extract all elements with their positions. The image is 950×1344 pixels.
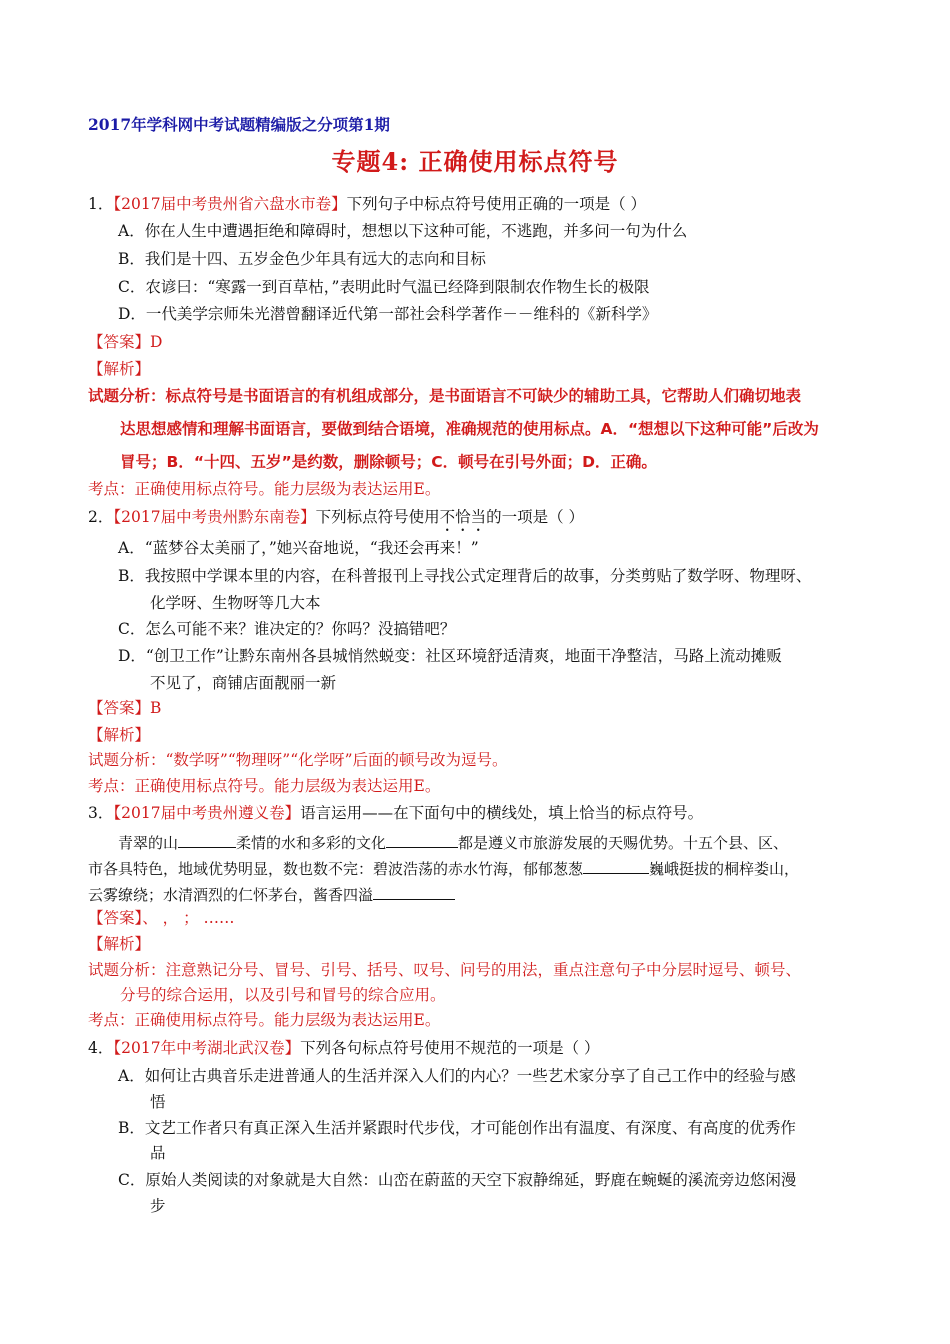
analysis-label: 【解析】 <box>88 360 151 378</box>
question-number: 3． <box>88 804 114 822</box>
analysis-text: 试题分析：标点符号是书面语言的有机组成部分，是书面语言不可缺少的辅助工具，它帮助人们确切地表 <box>88 387 802 405</box>
analysis-text: 达思想感情和理解书面语言，要做到结合语境，准确规范的使用标点。A．“想想以下这种可能”后改为 <box>120 420 819 438</box>
question-stem: 下列各句标点符号使用不规范的一项是（ ） <box>300 1039 600 1057</box>
option-b-continued: 化学呀、生物呀等几大本 <box>150 594 321 612</box>
option-d: D．“创卫工作”让黔东南州各县城悄然蜕变：社区环境舒适清爽，地面干净整洁，马路上流动摊贩 <box>118 647 782 665</box>
fill-blank[interactable] <box>583 857 649 874</box>
question-stem: 语言运用——在下面句中的横线处，填上恰当的标点符号。 <box>300 804 704 822</box>
option-c: C．农谚曰：“寒露一到百草枯，”表明此时气温已经降到限制农作物生长的极限 <box>118 278 650 296</box>
option-a: A．“蓝梦谷太美丽了，”她兴奋地说，“我还会再来！” <box>118 539 479 557</box>
kaodian-text: 考点：正确使用标点符号。能力层级为表达运用E。 <box>88 777 441 795</box>
page-title: 专题4: 正确使用标点符号 <box>331 147 619 176</box>
question-source: 【2017届中考贵州遵义卷】 <box>113 804 301 822</box>
option-c: C．原始人类阅读的对象就是大自然：山峦在蔚蓝的天空下寂静绵延，野鹿在蜿蜒的溪流旁边悠闲漫 <box>118 1171 797 1189</box>
fill-blank[interactable] <box>178 831 236 848</box>
series-header: 2017年学科网中考试题精编版之分项第1期 <box>88 115 390 134</box>
option-c: C．怎么可能不来？谁决定的？你吗？没搞错吧？ <box>118 620 456 638</box>
question-3 <box>88 802 703 824</box>
question-source: 【2017年中考湖北武汉卷】 <box>113 1039 301 1057</box>
analysis-label: 【解析】 <box>88 935 151 953</box>
passage-line: 市各具特色，地域优势明显，数也数不完：碧波浩荡的赤水竹海，郁郁葱葱 巍峨挺拔的桐梓娄山， <box>88 857 799 880</box>
fill-blank[interactable] <box>373 883 455 900</box>
option-b: B．我们是十四、五岁金色少年具有远大的志向和目标 <box>118 250 486 268</box>
answer-label: 【答案】D <box>88 333 163 351</box>
passage-line: 云雾缭绕；水清酒烈的仁怀茅台，酱香四溢 <box>88 883 455 906</box>
question-stem: 下列标点符号使用 <box>315 508 440 526</box>
question-number: 2． <box>88 508 114 526</box>
option-a: A．如何让古典音乐走进普通人的生活并深入人们的内心？一些艺术家分享了自己工作中的经验与感 <box>118 1067 796 1085</box>
question-source: 【2017届中考贵州省六盘水市卷】 <box>113 195 347 213</box>
kaodian-text: 考点：正确使用标点符号。能力层级为表达运用E。 <box>88 1011 441 1029</box>
option-b: B．我按照中学课本里的内容，在科普报刊上寻找公式定理背后的故事，分类剪贴了数学呀、物理呀、 <box>118 567 812 585</box>
question-stem: 的一项是（ ） <box>486 508 585 526</box>
option-d: D．一代美学宗师朱光潜曾翻译近代第一部社会科学著作－－维科的《新科学》 <box>118 305 658 323</box>
analysis-text: 冒号；B．“十四、五岁”是约数，删除顿号；C．顿号在引号外面；D．正确。 <box>120 453 657 471</box>
fill-blank[interactable] <box>386 831 458 848</box>
analysis-text: 试题分析：“数学呀”“物理呀”“化学呀”后面的顿号改为逗号。 <box>88 751 508 769</box>
option-a: A．你在人生中遭遇拒绝和障碍时，想想以下这种可能，不逃跑，并多问一句为什么 <box>118 222 688 240</box>
question-stem: 下列句子中标点符号使用正确的一项是（ ） <box>346 195 647 213</box>
option-b-continued: 品 <box>150 1144 166 1162</box>
analysis-label: 【解析】 <box>88 726 151 744</box>
passage-line: 青翠的山 柔情的水和多彩的文化 都是遵义市旅游发展的天赐优势。十五个县、区、 <box>118 831 788 854</box>
answer-label: 【答案】、 ， ； …… <box>88 909 235 927</box>
analysis-text: 分号的综合运用，以及引号和冒号的综合应用。 <box>120 986 446 1004</box>
question-4 <box>88 1037 600 1059</box>
answer-label: 【答案】B <box>88 699 162 717</box>
question-1 <box>88 193 646 215</box>
option-a-continued: 悟 <box>150 1093 166 1111</box>
emphasized-word: 不恰当 <box>439 508 487 526</box>
question-number: 4． <box>88 1039 114 1057</box>
analysis-text: 试题分析：注意熟记分号、冒号、引号、括号、叹号、问号的用法，重点注意句子中分层时逗号、顿号、 <box>88 961 802 979</box>
question-source: 【2017届中考贵州黔东南卷】 <box>113 508 316 526</box>
question-2 <box>88 506 584 535</box>
option-b: B．文艺工作者只有真正深入生活并紧跟时代步伐，才可能创作出有温度、有深度、有高度的优秀作 <box>118 1119 796 1137</box>
option-c-continued: 步 <box>150 1197 166 1215</box>
kaodian-text: 考点：正确使用标点符号。能力层级为表达运用E。 <box>88 480 441 498</box>
question-number: 1． <box>88 195 114 213</box>
option-d-continued: 不见了，商铺店面靓丽一新 <box>150 674 337 692</box>
